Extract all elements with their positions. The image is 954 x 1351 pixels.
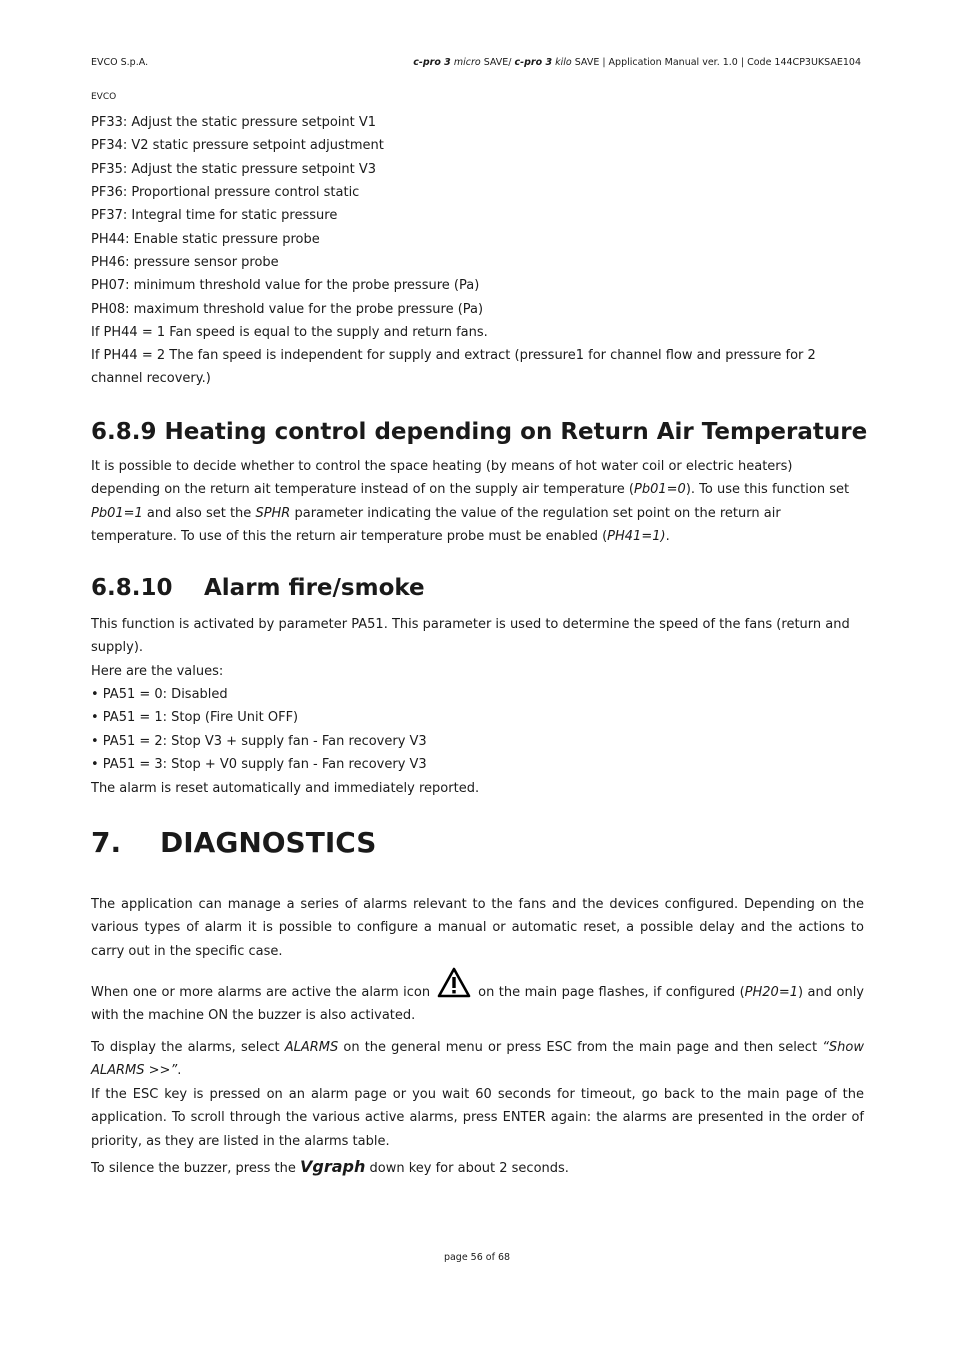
- page-number: page 56 of 68: [443, 1252, 511, 1263]
- list-item: • PA51 = 0: Disabled: [91, 687, 228, 702]
- list-item: • PA51 = 2: Stop V3 + supply fan - Fan recovery V3: [91, 734, 427, 749]
- list-item: • PA51 = 1: Stop (Fire Unit OFF): [91, 710, 299, 725]
- section-7-heading: 7. DIAGNOSTICS: [91, 826, 377, 859]
- ph44-mode2-text: If PH44 = 2 The fan speed is independent for supply and extract (pressure1 for channel flow and pressure for 2 channel recovery.): [91, 348, 816, 387]
- alarm-icon-paragraph: When one or more alarms are active the alarm icon on the main page flashes, if configured (PH20=1) and only with the machine ON the buzzer is also activated.: [91, 966, 864, 1028]
- param-line: PH08: maximum threshold value for the probe pressure (Pa): [91, 302, 484, 317]
- param-line: PF34: V2 static pressure setpoint adjustment: [91, 138, 384, 153]
- silence-buzzer-paragraph: To silence the buzzer, press the Vgraph down key for about 2 seconds.: [91, 1157, 569, 1176]
- header-title: c-pro 3 micro SAVE/ c-pro 3 kilo SAVE | Application Manual ver. 1.0 | Code 144CP3UKSAE104: [413, 57, 861, 68]
- param-line: PF36: Proportional pressure control static: [91, 185, 360, 200]
- esc-key-paragraph: If the ESC key is pressed on an alarm page or you wait 60 seconds for timeout, go back to the main page of the application. To scroll through the various active alarms, press ENTER again: the alarms are presented in the order of priority, as they are listed in the alarms table.: [91, 1087, 864, 1149]
- diagnostics-intro: The application can manage a series of alarms relevant to the fans and the devices configured. Depending on the various types of alarm it is possible to configure a manual or automatic reset, a possible delay and the actions to carry out in the specific case.: [91, 897, 864, 959]
- vgraph-label: Vgraph: [300, 1157, 366, 1176]
- section-689-paragraph: It is possible to decide whether to control the space heating (by means of hot water coil or electric heaters) depending on the return ait temperature instead of on the supply air temperature (Pb01=0). To use this function set Pb01=1 and also set the SPHR parameter indicating the value of the regulation set point on the return air temperature. To use of this the return air temperature probe must be enabled (PH41=1).: [91, 459, 850, 544]
- param-line: PH07: minimum threshold value for the probe pressure (Pa): [91, 278, 480, 293]
- values-label: Here are the values:: [91, 664, 224, 679]
- param-line: PH46: pressure sensor probe: [91, 255, 279, 270]
- section-6810-heading: 6.8.10 Alarm fire/smoke: [91, 575, 425, 601]
- warning-triangle-icon: [436, 966, 472, 1000]
- param-line: PH44: Enable static pressure probe: [91, 232, 320, 247]
- display-alarms-paragraph: To display the alarms, select ALARMS on the general menu or press ESC from the main page and then select “Show ALARMS >>”.: [91, 1040, 864, 1079]
- header-company: EVCO S.p.A.: [91, 57, 149, 68]
- section-689-heading: 6.8.9 Heating control depending on Return Air Temperature: [91, 419, 868, 445]
- reset-text: The alarm is reset automatically and immediately reported.: [91, 781, 480, 796]
- param-line: PF35: Adjust the static pressure setpoint V3: [91, 162, 377, 177]
- evco-label: EVCO: [91, 92, 117, 102]
- list-item: • PA51 = 3: Stop + V0 supply fan - Fan recovery V3: [91, 757, 427, 772]
- param-line: PF37: Integral time for static pressure: [91, 208, 338, 223]
- param-line: If PH44 = 1 Fan speed is equal to the supply and return fans.: [91, 325, 488, 340]
- param-line: PF33: Adjust the static pressure setpoint V1: [91, 115, 377, 130]
- section-6810-intro: This function is activated by parameter PA51. This parameter is used to determine the speed of the fans (return and supply).: [91, 617, 850, 656]
